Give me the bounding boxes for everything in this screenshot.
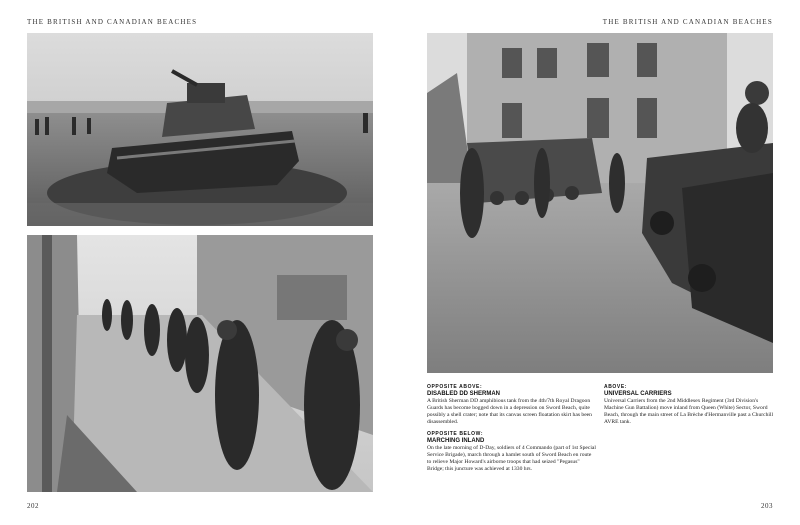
caption-marching-inland [427, 431, 597, 473]
caption-column-right [604, 384, 774, 431]
photo-universal-carriers [427, 33, 773, 373]
caption-body: A British Sherman DD amphibious tank from the 4th/7th Royal Dragoon Guards has become bogged down in a depression on Sword Beach, quite possibly a shell crater; note that its canvas screen floatation skirt has been disassembled. [427, 398, 592, 425]
caption-kicker: ABOVE: [604, 384, 628, 390]
caption-universal-carriers [604, 384, 774, 426]
left-folio: 202 [27, 502, 39, 510]
right-folio: 203 [761, 502, 773, 510]
caption-column-left [427, 384, 597, 478]
caption-body: On the late morning of D-Day, soldiers of 4 Commando (part of 1st Special Service Brigade), march through a hamlet south of Sword Beach en route to relieve Major Howard's airborne troops that had seized "Pegasus" Bridge; this juncture was achieved at 1330 hrs. [427, 445, 596, 472]
photo-marching-inland [27, 235, 373, 492]
caption-heading: MARCHING INLAND [427, 438, 485, 444]
caption-heading: UNIVERSAL CARRIERS [604, 391, 672, 397]
left-running-head: THE BRITISH AND CANADIAN BEACHES [27, 18, 198, 26]
photo-disabled-sherman [27, 33, 373, 226]
right-running-head: THE BRITISH AND CANADIAN BEACHES [602, 18, 773, 26]
caption-heading: DISABLED DD SHERMAN [427, 391, 501, 397]
caption-kicker: OPPOSITE BELOW: [427, 431, 484, 437]
caption-body: Universal Carriers from the 2nd Middlesex Regiment (3rd Division's Machine Gun Battalion) move inland from Queen (White) Sector, Sword Beach, through the main street of La Brèche d'Hermanville past a Churchill AVRE tank. [604, 398, 774, 425]
caption-disabled-sherman [427, 384, 597, 426]
caption-kicker: OPPOSITE ABOVE: [427, 384, 483, 390]
